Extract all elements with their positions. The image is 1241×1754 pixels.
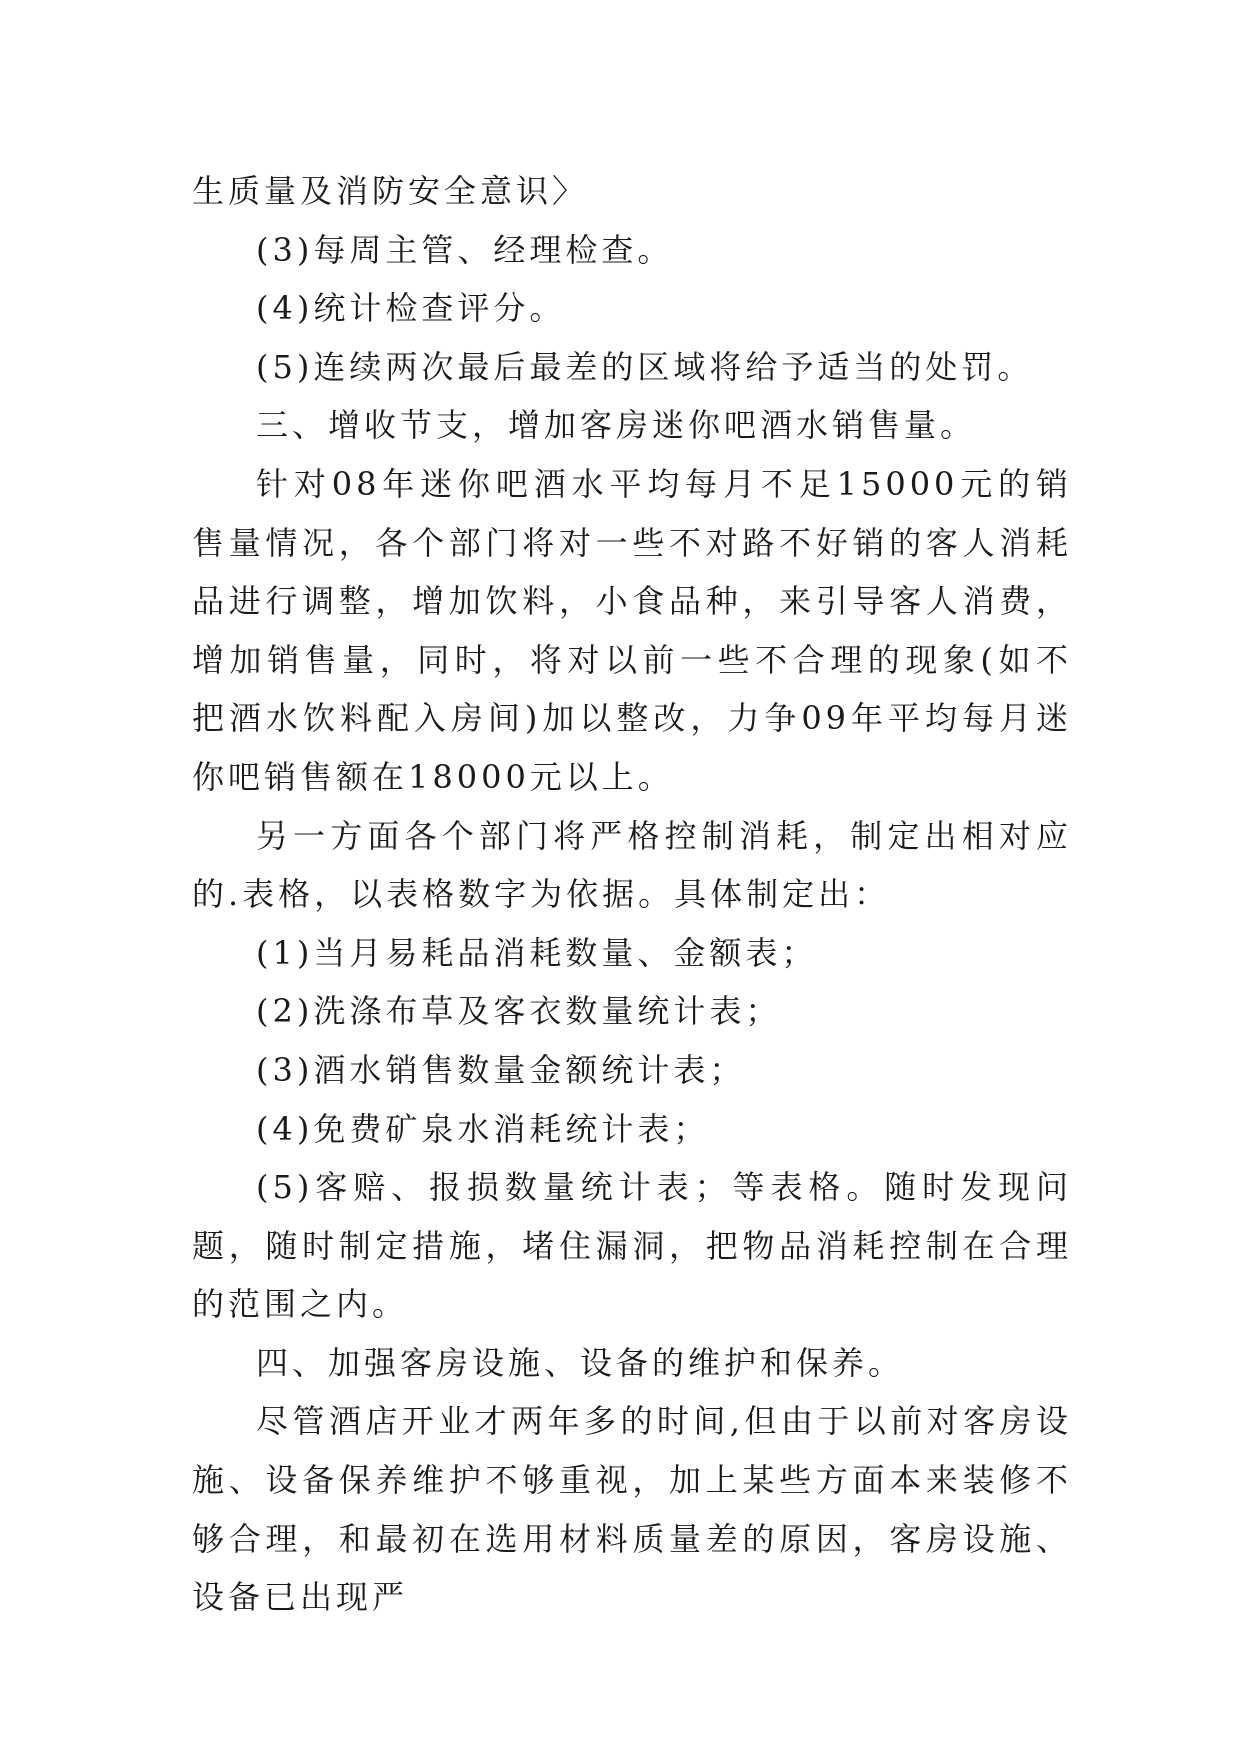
paragraph-item-3-weekly-inspection: (3)每周主管、经理检查。	[256, 230, 674, 269]
list-item-3-beverage: (3)酒水销售数量金额统计表；	[256, 1050, 746, 1089]
section-heading-four: 四、加强客房设施、设备的维护和保养。	[256, 1343, 905, 1382]
list-item-5-damages: (5)客赔、报损数量统计表；等表格。随时发现问题，随时制定措施，堵住漏洞，把物品消耗控制在合理的范围之内。	[192, 1168, 1072, 1324]
list-item-1-consumables: (1)当月易耗品消耗数量、金额表；	[256, 933, 818, 972]
paragraph-continuation: 生质量及消防安全意识〉	[192, 172, 589, 210]
document-body	[192, 162, 1072, 1627]
list-item-4-water: (4)免费矿泉水消耗统计表；	[256, 1109, 710, 1148]
paragraph-item-5-penalty: (5)连续两次最后最差的区域将给予适当的处罚。	[256, 347, 1034, 386]
section-heading-three: 三、增收节支，增加客房迷你吧酒水销售量。	[256, 406, 977, 445]
paragraph-minibar-sales: 针对08年迷你吧酒水平均每月不足15000元的销售量情况，各个部门将对一些不对路不好销的客人消耗品进行调整，增加饮料，小食品种，来引导客人消费，增加销售量，同时，将对以前一些不合理的现象(如不把酒水饮料配入房间)加以整改，力争09年平均每月迷你吧销售额在18000元以上。	[192, 464, 1072, 796]
paragraph-maintenance: 尽管酒店开业才两年多的时间,但由于以前对客房设施、设备保养维护不够重视，加上某些方面本来装修不够合理，和最初在选用材料质量差的原因，客房设施、设备已出现严	[192, 1402, 1072, 1617]
paragraph-consumption-control: 另一方面各个部门将严格控制消耗，制定出相对应的.表格，以表格数字为依据。具体制定出：	[192, 816, 1072, 914]
paragraph-item-4-scoring: (4)统计检查评分。	[256, 289, 566, 328]
list-item-2-linen: (2)洗涤布草及客衣数量统计表；	[256, 992, 782, 1031]
